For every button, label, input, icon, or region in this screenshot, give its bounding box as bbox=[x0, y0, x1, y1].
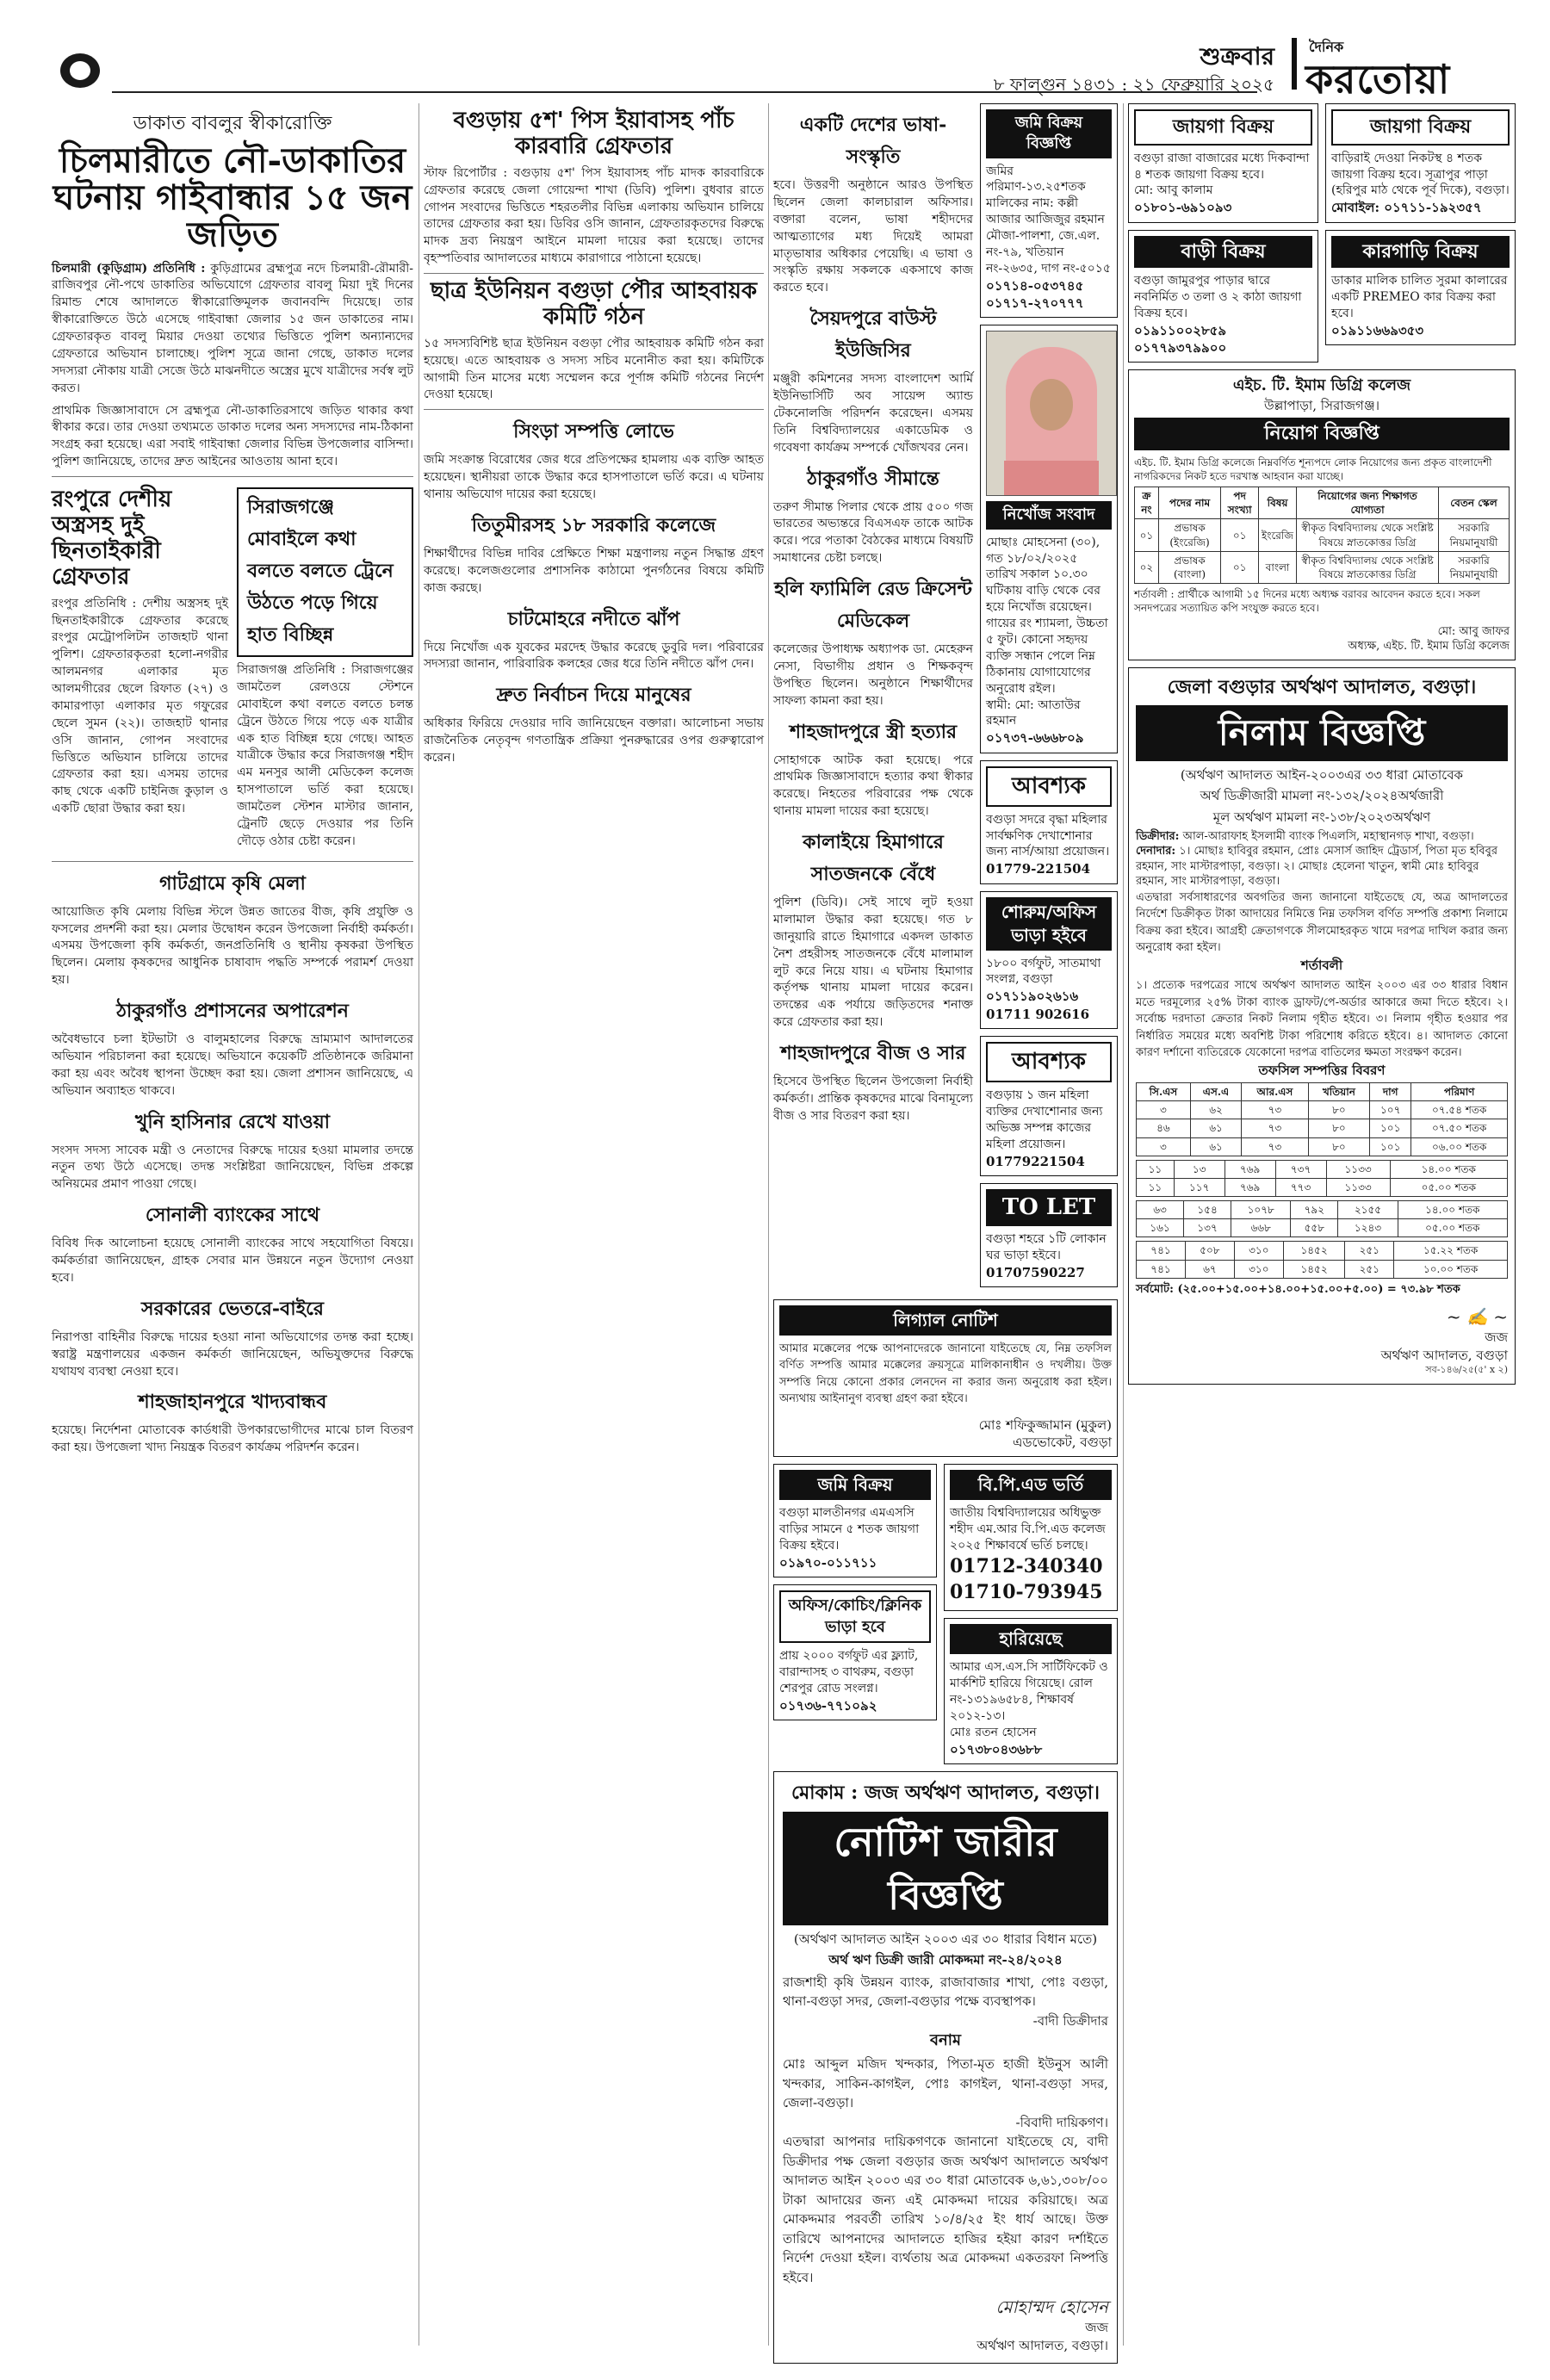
court-defendant: মোঃ আব্দুল মজিদ খন্দকার, পিতা-মৃত হাজী ইউনুস আলী খন্দকার, সাকিন-কাগইল, পোঃ কাগইল, থানা-বগুড়া সদর, জেলা-বগুড়া। bbox=[783, 2056, 1108, 2111]
col3-news bbox=[773, 103, 973, 1294]
table-header: আর.এস bbox=[1242, 1082, 1309, 1100]
ad-line: বগুড়া মালতীনগর এমএসসি বাড়ির সামনে ৫ শতক জায়গা বিক্রয় হইবে। bbox=[779, 1506, 920, 1553]
ad-missing bbox=[980, 325, 1118, 753]
story-body: মঞ্জুরী কমিশনের সদস্য বাংলাদেশ আর্মি ইউনিভার্সিটি অব সায়েন্স অ্যান্ড টেকনোলজি পরিদর্শন করেছেন। এসময় তিনি বিশ্ববিদ্যালয়ের একাডেমিক ও গবেষণা কার্যক্রম সম্পর্কে খোঁজখবর নেন। bbox=[773, 372, 973, 455]
col3-ads bbox=[980, 103, 1118, 1294]
table-cell: ০৫.০০ শতক bbox=[1398, 1219, 1507, 1237]
table-header: বিষয় bbox=[1259, 487, 1297, 519]
ad-phone: মোবাইল: ০১৭১১-১৯২৩৫৭ bbox=[1331, 200, 1482, 216]
story-body: রংপুর প্রতিনিধি : দেশীয় অস্ত্রসহ দুই ছিনতাইকারীকে গ্রেফতার করেছে রংপুর মেট্রোপলিটন তাজহাট থানা পুলিশ। গ্রেফতারকৃতরা হলো-নগরীর আলমনগর এলাকার মৃত আলমগীরের ছেলে রিফাত (২৭) ও কামারপাড়া এলাকার মৃত গফুরের ছেলে সুমন (২২)। তাজহাট থানার ওসি জানান, গোপন সংবাদের ভিত্তিতে অভিযান চালিয়ে তাদের গ্রেফতার করা হয়। এসময় তাদের কাছ থেকে একটি চাইনিজ কুড়াল ও একটি ছোরা উদ্ধার করা হয়। bbox=[52, 596, 228, 816]
ad-line: বগুড়ায় ১ জন মহিলা ব্যক্তির দেখাশোনার জন্য অভিজ্ঞ সম্পন্ন কাজের মহিলা প্রয়োজন। bbox=[986, 1088, 1103, 1151]
table-cell: ৮০ bbox=[1308, 1101, 1369, 1119]
label: ডিক্রীদার: bbox=[1136, 829, 1180, 843]
brand-small: দৈনিক bbox=[1309, 39, 1344, 55]
story-headline: দ্রুত নির্বাচন দিয়ে মানুষের bbox=[496, 684, 691, 707]
table-cell: ১০১ bbox=[1370, 1137, 1411, 1156]
table-cell: ৭৬৯ bbox=[1224, 1178, 1275, 1196]
table-row bbox=[1135, 551, 1510, 583]
recruitment-table bbox=[1134, 487, 1510, 584]
ad-line: জাতীয় বিশ্ববিদ্যালয়ের অধিভুক্ত শহীদ এম.আর বি.পি.এড কলেজ ২০২৫ শিক্ষাবর্ষে ভর্তি চলছে। bbox=[950, 1506, 1106, 1553]
col3-mid-ads bbox=[773, 1464, 1118, 1771]
table-cell: ২৫১ bbox=[1345, 1242, 1394, 1260]
story-body: দিয়ে নিখোঁজ এক যুবকের মরদেহ উদ্ধার করেছে ডুবুরি দল। পরিবারের সদস্যরা জানান, পারিবারিক কলহের জের ধরে তিনি নদীতে ঝাঁপ দেন। bbox=[424, 640, 764, 672]
ad-line: বগুড়া রাজা বাজারের মধ্যে দিকবান্দা ৪ শতক জায়গা বিক্রয় হবে। bbox=[1134, 151, 1310, 182]
court-notice-title: নোটিশ জারীর বিজ্ঞপ্তি bbox=[783, 1812, 1108, 1925]
signature-role: জজ bbox=[1485, 1329, 1508, 1346]
schedule-table-2 bbox=[1136, 1160, 1508, 1197]
story-headline: খুনি হাসিনার রেখে যাওয়া bbox=[134, 1110, 331, 1133]
story-body: বিবিধ দিক আলোচনা হয়েছে সোনালী ব্যাংকের সাথে সহযোগিতা বিষয়ে। কর্মকর্তারা জানিয়েছেন, গ্রাহক সেবার মান উন্নয়নে নতুন উদ্যোগ নেওয়া হবে। bbox=[52, 1236, 413, 1285]
value: ১। মোছাঃ হাবিবুর রহমান, প্রোঃ মেসার্স জাহিদ ট্রেডার্স, পিতা মৃত হবিবুর রহমান, সাং মাস্টারপাড়া, বগুড়া। ২। মোছাঃ হেলেনা খাতুন, স্বামী মোঃ হাবিবুর রহমান, সাং মাস্টারপাড়া, বগুড়া। bbox=[1136, 845, 1498, 889]
column-divider bbox=[418, 103, 419, 2346]
table-cell: ০২ bbox=[1135, 551, 1159, 583]
lead-paragraph-2: প্রাথমিক জিজ্ঞাসাবাদে সে ব্রহ্মপুত্র নৌ-ডাকাতিরসাথে জড়িত থাকার কথা স্বীকার করে। তার দেওয়া তথ্যমতে ডাকাত দলের অন্য সদস্যদের নাম-ঠিকানা সংগ্রহ করা হয়েছে। এরা সবাই গাইবান্ধা জেলার বিভিন্ন উপজেলার বাসিন্দা। পুলিশ জানিয়েছে, তাদের দ্রুত আইনের আওতায় আনা হবে। bbox=[52, 403, 413, 469]
signature-role: অধ্যক্ষ, এইচ. টি. ইমাম ডিগ্রি কলেজ bbox=[1348, 640, 1510, 654]
court-plaintiff: রাজশাহী কৃষি উন্নয়ন ব্যাংক, রাজাবাজার শাখা, পোঃ বগুড়া, থানা-বগুড়া সদর, জেলা-বগুড়ার পক্ষে ব্যবস্থাপক। bbox=[783, 1974, 1108, 2010]
ad-line: বগুড়া শহরে ১টি লোকান ঘর ভাড়া হইবে। bbox=[986, 1231, 1107, 1262]
ad-line: মোঃ রতন হোসেন bbox=[950, 1726, 1037, 1739]
table-cell: ২১৫৫ bbox=[1338, 1201, 1398, 1219]
table-header: ক্র নং bbox=[1135, 487, 1159, 519]
lead-paragraph-1: কুড়িগ্রামের ব্রহ্মপুত্র নদে চিলমারী-রৌমারী-রাজিবপুর নৌ-পথে ডাকাতির অভিযোগে গ্রেফতার বাবলু মিয়া দুই দিনের রিমান্ড শেষে আদালতে স্বীকারোক্তিমূলক জবানবন্দি দিয়েছে। তার স্বীকারোক্তিতে উঠে এসেছে গাইবান্ধা জেলার ১৫ জন ডাকাতের নাম। গ্রেফতারকৃত বাবলু মিয়ার দেওয়া তথ্যের ভিত্তিতে পুলিশ অন্যান্যদের গ্রেফতারে অভিযান চালাচ্ছে। পুলিশ সূত্রে জানা গেছে, ডাকাত দলের সদস্যরা নৌকায় যাত্রী সেজে উঠে মাঝনদীতে অস্ত্রের মুখে যাত্রীদের সর্বস্ব লুট করত। bbox=[52, 261, 413, 395]
table-header: খতিয়ান bbox=[1308, 1082, 1369, 1100]
ad-line: বাড়িরাই দেওয়া নিকটস্থ ৪ শতক জায়গা বিক্রয় হবে। সূত্রাপুর পাড়া (হরিপুর মাঠ থেকে পূর্ব দিকে), বগুড়া। bbox=[1331, 151, 1510, 198]
table-cell: ৮০ bbox=[1308, 1119, 1369, 1137]
ad-phone: ০১৭১৪-০৫৩৭৪৫ bbox=[986, 277, 1084, 294]
story-body: সোহাগকে আটক করা হয়েছে। পরে প্রাথমিক জিজ্ঞাসাবাদে হত্যার কথা স্বীকার করেছে। নিহতের পরিবারের পক্ষ থেকে থানায় মামলা দায়ের করা হয়েছে। bbox=[773, 753, 973, 819]
court-notice-head: মোকাম : জজ অর্থঋণ আদালত, বগুড়া। bbox=[791, 1782, 1100, 1805]
ad-line: স্বামী: মো: আতাউর রহমান bbox=[986, 697, 1081, 728]
table-cell: ১৬১ bbox=[1137, 1219, 1184, 1237]
table-cell: ১৪৫২ bbox=[1283, 1260, 1345, 1278]
court-plaintiff-role: -বাদী ডিক্রীদার bbox=[1032, 2012, 1108, 2029]
auction-notice bbox=[1128, 667, 1516, 1385]
ad-jomi-bikroy bbox=[980, 103, 1118, 318]
auction-schedule-title: তফসিল সম্পত্তির বিবরণ bbox=[1258, 1062, 1386, 1078]
ad-phone: ০১৭৩৮০৪৩৬৮৮ bbox=[950, 1741, 1043, 1757]
table-cell: স্বীকৃত বিশ্ববিদ্যালয় থেকে সংশ্লিষ্ট বিষয়ে স্নাতকোত্তর ডিগ্রি bbox=[1297, 551, 1439, 583]
story-headline: হলি ফ্যামিলি রেড ক্রিসেন্ট মেডিকেল bbox=[774, 578, 972, 632]
story-body: পুলিশ (ডিবি)। সেই সাথে লুট হওয়া মালামাল উদ্ধার করা হয়েছে। গত ৮ জানুয়ারি রাতে হিমাগারে একদল ডাকাত নৈশ প্রহরীসহ সাতজনকে বেঁধে মালামাল লুট করে নিয়ে যায়। এ ঘটনায় হিমাগার কর্তৃপক্ষ থানায় মামলা দায়ের করেন। তদন্তের এক পর্যায়ে জড়িতদের শনাক্ত করে গ্রেফতার করা হয়। bbox=[773, 896, 973, 1030]
table-cell: ৭৩ bbox=[1242, 1119, 1309, 1137]
page-logo-icon bbox=[60, 53, 100, 88]
table-cell: ৫৫৮ bbox=[1291, 1219, 1338, 1237]
table-cell: ৭৩৭ bbox=[1275, 1160, 1326, 1178]
court-notice bbox=[773, 1771, 1118, 2364]
table-row bbox=[1137, 1119, 1508, 1137]
auction-decree bbox=[1136, 829, 1508, 845]
divider bbox=[424, 409, 764, 410]
divider bbox=[52, 861, 413, 862]
ad-line: জমির পরিমাণ-১৩.২৫শতক bbox=[986, 164, 1086, 195]
story-body: নিরাপত্তা বাহিনীর বিরুদ্ধে দায়ের হওয়া নানা অভিযোগের তদন্ত করা হচ্ছে। স্বরাষ্ট্র মন্ত্রণালয়ের একজন কর্মকর্তা জানিয়েছেন, অভিযুক্তদের বিরুদ্ধে যথাযথ ব্যবস্থা নেওয়া হবে। bbox=[52, 1329, 413, 1379]
ad-phone: ০১৭৩৭-৬৬৬৮০৯ bbox=[986, 730, 1084, 747]
ad-line: বগুড়া সদরে বৃদ্ধা মহিলার সার্বক্ষণিক দেখাশোনার জন্য নার্স/আয়া প্রয়োজন। bbox=[986, 812, 1110, 859]
legal-notice-signature bbox=[779, 1416, 1112, 1452]
story-headline: তিতুমীরসহ ১৮ সরকারি কলেজে bbox=[471, 513, 716, 536]
ad-office bbox=[773, 1584, 937, 1720]
ad-title: বি.পি.এড ভর্তি bbox=[950, 1470, 1112, 1500]
ad-title: শোরুম/অফিস ভাড়া হইবে bbox=[986, 897, 1112, 951]
ad-line: ডাকার মালিক চালিত সুরমা কালারের একটি PREMEO কার বিক্রয় করা হবে। bbox=[1331, 274, 1508, 321]
table-cell: ২৫১ bbox=[1345, 1260, 1394, 1278]
recruitment-intro: এইচ. টি. ইমাম ডিগ্রি কলেজে নিম্নবর্ণিত শূন্যপদে লোক নিয়োগের জন্য প্রকৃত বাংলাদেশী নাগরিকদের নিকট হতে দরখাস্ত আহবান করা যাচ্ছে। bbox=[1134, 456, 1492, 482]
auction-sub: মূল অর্থঋণ মামলা নং-১৩৮/২০২৩অর্থঋণ bbox=[1212, 809, 1431, 825]
story-headline: ঠাকুরগাঁও সীমান্তে bbox=[807, 467, 939, 490]
recruitment-signature bbox=[1134, 624, 1510, 654]
table-row bbox=[1137, 1178, 1508, 1196]
column-1 bbox=[52, 103, 413, 1462]
story-headline: ঠাকুরগাঁও প্রশাসনের অপারেশন bbox=[116, 1000, 349, 1023]
masthead bbox=[52, 34, 1516, 102]
ad-line: মোছাঃ মোহসেনা (৩০), গত ১৮/০২/২০২৫ তারিখ সকাল ১০.৩০ ঘটিকায় বাড়ি থেকে বের হয়ে নিখোঁজ রয়েছেন। গায়ের রং শ্যামলা, উচ্চতা ৫ ফুট। কোনো সহৃদয় ব্যক্তি সন্ধান পেলে নিম্ন ঠিকানায় যোগাযোগের অনুরোধ রইল। bbox=[986, 535, 1108, 696]
court-body: এতদ্বারা আপনার দায়িকগণকে জানানো যাইতেছে যে, বাদী ডিক্রীদার পক্ষ জেলা বগুড়ার জজ অর্থঋণ আদালতে অর্থঋণ আদালত আইন ২০০৩ এর ৩০ ধারা মোতাবেক ৬,৬১,৩০৮/০০ টাকা আদায়ের জন্য এই মোকদ্দমা দায়ের করিয়াছে। অত্র মোকদ্দমার পরবর্তী তারিখ ১০/৪/২৫ ইং ধার্য আছে। উক্ত তারিখে আপনাদের আদালতে হাজির হইয়া কারণ দর্শাইতে নির্দেশ দেওয়া হইল। ব্যর্থতায় অত্র মোকদ্দমা একতরফা নিষ্পত্তি হইবে। bbox=[783, 2134, 1108, 2285]
table-cell: ১০১ bbox=[1370, 1119, 1411, 1137]
ad-jayga-2 bbox=[1325, 103, 1516, 223]
story-headline: গাটগ্রামে কৃষি মেলা bbox=[159, 871, 306, 895]
court-signature bbox=[783, 2296, 1108, 2354]
signature-role: অর্থঋণ আদালত, বগুড়া bbox=[1380, 1347, 1508, 1363]
table-row bbox=[1137, 1101, 1508, 1119]
table-row bbox=[1137, 1137, 1508, 1156]
masthead-date: ৮ ফাল্গুন ১৪৩১ : ২১ ফেব্রুয়ারি ২০২৫ bbox=[993, 74, 1274, 95]
table-header-row bbox=[1135, 487, 1510, 519]
table-cell: ৬২ bbox=[1190, 1101, 1241, 1119]
table-cell: ১০৭৮ bbox=[1231, 1201, 1291, 1219]
story-rangpur bbox=[52, 482, 228, 856]
story-body: হিসেবে উপস্থিত ছিলেন উপজেলা নির্বাহী কর্মকর্তা। প্রান্তিক কৃষকদের মাঝে বিনামূল্যে বীজ ও সার বিতরণ করা হয়। bbox=[773, 1075, 973, 1123]
table-cell: ১৪.০০ শতক bbox=[1390, 1160, 1507, 1178]
story-body: হবে। উত্তরণী অনুষ্ঠানে আরও উপস্থিত ছিলেন জেলা কালচারাল অফিসার। বক্তারা বলেন, ভাষা শহীদদের আত্মত্যাগের মধ্য দিয়েই আমরা মাতৃভাষার অধিকার পেয়েছি। এ ভাষা ও সংস্কৃতি রক্ষায় সকলকে একসাথে কাজ করতে হবে। bbox=[773, 178, 973, 295]
col4-top-ads bbox=[1128, 103, 1516, 369]
table-cell: স্বীকৃত বিশ্ববিদ্যালয় থেকে সংশ্লিষ্ট বিষয়ে স্নাতকোত্তর ডিগ্রি bbox=[1297, 519, 1439, 551]
auction-court-head: জেলা বগুড়ার অর্থঋণ আদালত, বগুড়া। bbox=[1167, 675, 1477, 698]
table-cell: ৭৪১ bbox=[1137, 1242, 1186, 1260]
story-body: তরুণ সীমান্ত পিলার থেকে প্রায় ৫০০ গজ ভারতের অভ্যন্তরে বিএসএফ তাকে আটক করে। পরে পতাকা বৈঠকের মাধ্যমে বিষয়টি সমাধানের চেষ্টা চলছে। bbox=[773, 499, 973, 566]
ad-title: নিখোঁজ সংবাদ bbox=[986, 501, 1112, 529]
legal-notice bbox=[773, 1299, 1118, 1458]
story-headline: কালাইয়ে হিমাগারে সাতজনকে বেঁধে bbox=[803, 831, 944, 885]
story-body: সংসদ সদস্য সাবেক মন্ত্রী ও নেতাদের বিরুদ্ধে দায়ের হওয়া মামলার তদন্তে নতুন তথ্য উঠে এসেছে। তদন্ত সংশ্লিষ্টরা জানিয়েছেন, বিভিন্ন প্রকল্পে অনিয়মের প্রমাণ পাওয়া গেছে। bbox=[52, 1143, 413, 1192]
table-cell: ৭৩ bbox=[1242, 1101, 1309, 1119]
ad-phone: ০১৭৭৯৩৭৯৯০০ bbox=[1134, 340, 1227, 356]
brand-name: করতোয়া bbox=[1305, 56, 1451, 102]
photo-shape bbox=[1004, 461, 1099, 496]
table-cell: সরকারি নিয়মানুযায়ী bbox=[1438, 551, 1509, 583]
auction-sub: অর্থ ডিক্রীজারী মামলা নং-১৩২/২০২৪অর্থজারী bbox=[1200, 788, 1444, 804]
lead-byline: চিলমারী (কুড়িগ্রাম) প্রতিনিধি : bbox=[52, 261, 206, 276]
ad-bari bbox=[1128, 230, 1318, 363]
ad-title: জায়গা বিক্রয় bbox=[1331, 109, 1510, 146]
table-cell: ১১ bbox=[1137, 1160, 1175, 1178]
ad-phone: 01712-340340 bbox=[950, 1555, 1103, 1578]
table-cell: ১১৩৩ bbox=[1326, 1160, 1390, 1178]
ad-column bbox=[944, 1464, 1118, 1771]
ad-column bbox=[1325, 103, 1516, 369]
signature-role: অর্থঋণ আদালত, বগুড়া। bbox=[976, 2337, 1108, 2353]
table-header: নিয়োগের জন্য শিক্ষাগত যোগ্যতা bbox=[1297, 487, 1439, 519]
lead-article bbox=[52, 261, 413, 398]
table-cell: ১৪৫২ bbox=[1283, 1242, 1345, 1260]
table-cell: ১৪.০০ শতক bbox=[1398, 1201, 1507, 1219]
story-headline: সোনালী ব্যাংকের সাথে bbox=[145, 1204, 320, 1227]
table-cell: ১০৭ bbox=[1370, 1101, 1411, 1119]
ad-title: বাড়ী বিক্রয় bbox=[1134, 236, 1312, 269]
table-cell: ইংরেজি bbox=[1259, 519, 1297, 551]
ad-phone: ০১৭৩৬-৭৭১০৯২ bbox=[779, 1697, 877, 1714]
ad-phone: ০১৯১১৬৬৯৩৫৩ bbox=[1331, 322, 1424, 338]
ad-title: জমি বিক্রয় bbox=[779, 1470, 931, 1500]
signature-role: এডভোকেট, বগুড়া bbox=[1013, 1435, 1112, 1451]
story-body: শিক্ষার্থীদের বিভিন্ন দাবির প্রেক্ষিতে শিক্ষা মন্ত্রণালয় নতুন সিদ্ধান্ত গ্রহণ করেছে। কলেজগুলোর প্রশাসনিক কাঠামো পুনর্গঠনের বিষয়ে কমিটি কাজ করছে। bbox=[424, 546, 764, 595]
table-cell: ১৫৪ bbox=[1184, 1201, 1231, 1219]
recruitment-conditions: শর্তাবলী : প্রার্থীকে আগামী ১৫ দিনের মধ্যে অধ্যক্ষ বরাবর আবেদন করতে হবে। সকল সনদপত্রের সত্যায়িত কপি সংযুক্ত করতে হবে। bbox=[1134, 588, 1480, 615]
table-row bbox=[1137, 1201, 1508, 1219]
schedule-table-4 bbox=[1136, 1241, 1508, 1278]
table-cell: ০৭.৫০ শতক bbox=[1411, 1119, 1508, 1137]
story-headline: শাহজাদপুরে স্ত্রী হত্যার bbox=[789, 720, 958, 743]
ad-jayga-1 bbox=[1128, 103, 1318, 223]
brand-bar bbox=[1292, 38, 1297, 90]
table-cell: ১০.০০ শতক bbox=[1394, 1260, 1508, 1278]
column-3 bbox=[773, 103, 1118, 2371]
ad-code: সব-১৪৬/২৫(৫' x ২) bbox=[1425, 1363, 1508, 1375]
signature-name: মোঃ শফিকুজ্জামান (মুকুল) bbox=[978, 1416, 1112, 1433]
table-cell: ৩১০ bbox=[1234, 1242, 1283, 1260]
table-header-row bbox=[1137, 1082, 1508, 1100]
lead-kicker: ডাকাত বাবলুর স্বীকারোক্তি bbox=[133, 113, 332, 134]
ad-tolet bbox=[980, 1183, 1118, 1287]
ad-column bbox=[1128, 103, 1318, 369]
story-headline: বগুড়ায় ৫শ' পিস ইয়াবাসহ পাঁচ কারবারি গ্রেফতার bbox=[453, 108, 735, 159]
signature-name: মো: আবু জাফর bbox=[1437, 624, 1510, 638]
ad-phone: 01779-221504 bbox=[986, 861, 1091, 877]
story-headline: সৈয়দপুরে বাউস্ট ইউজিসির bbox=[809, 307, 937, 363]
story-headline: চাটমোহরে নদীতে ঝাঁপ bbox=[507, 607, 680, 630]
table-cell: ৩ bbox=[1137, 1137, 1191, 1156]
table-cell: ০১ bbox=[1135, 519, 1159, 551]
value: আল-আরাফাহ ইসলামী ব্যাংক পিএলসি, মহাস্থানগড় শাখা, বগুড়া। bbox=[1182, 829, 1474, 843]
ad-bped bbox=[944, 1464, 1118, 1611]
ad-title: TO LET bbox=[986, 1189, 1112, 1226]
ad-phone: ০১৭১৭-২৭০৭৭৭ bbox=[986, 295, 1084, 312]
table-header: বেতন স্কেল bbox=[1438, 487, 1509, 519]
table-row bbox=[1135, 519, 1510, 551]
ad-title: জায়গা বিক্রয় bbox=[1134, 109, 1312, 146]
ad-phone: 01710-793945 bbox=[950, 1580, 1103, 1603]
signature-role: জজ bbox=[1085, 2320, 1108, 2336]
ad-title: অফিস/কোচিং/ক্লিনিক ভাড়া হবে bbox=[779, 1590, 931, 1643]
ad-phone: ০১৭১১৯০২৬১৬ bbox=[986, 989, 1079, 1005]
table-cell: ১৫.২২ শতক bbox=[1394, 1242, 1508, 1260]
ad-phone: ০১৯১১০০২৮৫৯ bbox=[1134, 322, 1227, 338]
column-divider bbox=[768, 103, 769, 2346]
table-row bbox=[1137, 1160, 1508, 1178]
ad-line: মো: আবু কালাম bbox=[1134, 183, 1213, 198]
table-cell: ৫০৮ bbox=[1185, 1242, 1234, 1260]
auction-body: এতদ্বারা সর্বসাধারণের অবগতির জন্য জানানো যাইতেছে যে, অত্র আদালতের নির্দেশে ডিক্রীকৃত টাকা আদায়ের নিমিত্তে নিম্ন তফসিল বর্ণিত সম্পত্তি প্রকাশ্য নিলামে বিক্রয় করা হইবে। আগ্রহী ক্রেতাগণকে সীলমোহরকৃত খামে দরপত্র দাখিল করার জন্য অনুরোধ করা হইল। bbox=[1136, 890, 1508, 955]
court-notice-sub: (অর্থঋণ আদালত আইন ২০০৩ এর ৩০ ধারার বিধান মতে) bbox=[793, 1931, 1098, 1948]
ad-showroom bbox=[980, 891, 1118, 1029]
court-defendant-role: -বিবাদী দায়িকগণ। bbox=[1015, 2114, 1108, 2130]
table-header: সি.এস bbox=[1137, 1082, 1191, 1100]
auction-sub: (অর্থঋণ আদালত আইন-২০০৩এর ৩৩ ধারা মোতাবেক bbox=[1180, 767, 1464, 784]
ad-line: প্রায় ২০০০ বর্গফুট এর ফ্ল্যাট, বারান্দাসহ ৩ বাথরুম, বগুড়া শেরপুর রোড সংলগ্ন। bbox=[779, 1648, 919, 1695]
table-cell: ৭৪১ bbox=[1137, 1260, 1186, 1278]
lead-headline: চিলমারীতে নৌ-ডাকাতির ঘটনায় গাইবান্ধার ১৫ জন জড়িত bbox=[53, 140, 412, 256]
signature-name: মোহাম্মদ হোসেন bbox=[995, 2296, 1108, 2318]
schedule-table-3 bbox=[1136, 1200, 1508, 1237]
table-cell: ৬৬৮ bbox=[1231, 1219, 1291, 1237]
story-sirajganj bbox=[237, 482, 413, 856]
ad-phone: 01779221504 bbox=[986, 1153, 1085, 1169]
story-headline: সিরাজগঞ্জে মোবাইলে কথা বলতে বলতে ট্রেনে উঠতে পড়ে গিয়ে হাত বিচ্ছিন্ন bbox=[237, 487, 413, 657]
auction-title: নিলাম বিজ্ঞপ্তি bbox=[1136, 705, 1508, 761]
story-body: সিরাজগঞ্জ প্রতিনিধি : সিরাজগঞ্জের জামতৈল রেলওয়ে স্টেশনে মোবাইলে কথা বলতে বলতে চলন্ত ট্রেনে উঠতে গিয়ে পড়ে এক যাত্রীর এক হাত বিচ্ছিন্ন হয়ে গেছে। আহত যাত্রীকে উদ্ধার করে সিরাজগঞ্জ শহীদ এম মনসুর আলী মেডিকেল কলেজ হাসপাতালে ভর্তি করা হয়েছে। জামতৈল স্টেশন মাস্টার জানান, ট্রেনটি ছেড়ে দেওয়ার পর তিনি দৌড়ে ওঠার চেষ্টা করেন। bbox=[237, 663, 413, 848]
story-headline: একটি দেশের ভাষা-সংস্কৃতি bbox=[799, 114, 947, 168]
ad-column bbox=[773, 1464, 937, 1771]
table-cell: ৬১ bbox=[1190, 1137, 1241, 1156]
ad-line: আমার এস.এস.সি সার্টিফিকেট ও মার্কশিট হারিয়ে গিয়েছে। রোল নং-১৩১৯৬৫৮৪, শিক্ষাবর্ষ ২০১২-১৩। bbox=[950, 1660, 1108, 1724]
table-header: পরিমাণ bbox=[1411, 1082, 1508, 1100]
table-cell: ৬৩ bbox=[1137, 1201, 1184, 1219]
auction-signature bbox=[1136, 1305, 1508, 1364]
ad-phone: 01711 902616 bbox=[986, 1006, 1090, 1022]
recruitment-title: নিয়োগ বিজ্ঞপ্তি bbox=[1134, 418, 1510, 450]
ad-car bbox=[1325, 230, 1516, 346]
auction-total: সর্বমোট: (২৫.০০+১৫.০০+১৪.০০+১৫.০০+৫.০০) = ৭৩.৯৮ শতক bbox=[1136, 1282, 1460, 1296]
missing-person-photo bbox=[986, 331, 1117, 496]
table-header: পদ সংখ্যা bbox=[1221, 487, 1259, 519]
ad-title: হারিয়েছে bbox=[950, 1624, 1112, 1654]
table-header: এস.এ bbox=[1190, 1082, 1241, 1100]
column-4 bbox=[1128, 103, 1516, 1391]
table-cell: ৭৭৩ bbox=[1275, 1178, 1326, 1196]
column-2 bbox=[424, 103, 764, 772]
photo-shape bbox=[1030, 379, 1073, 431]
table-cell: ৮০ bbox=[1308, 1137, 1369, 1156]
recruitment-notice bbox=[1128, 369, 1516, 660]
story-body: হয়েছে। নির্দেশনা মোতাবেক কার্ডধারী উপকারভোগীদের মাঝে চাল বিতরণ করা হয়। উপজেলা খাদ্য নিয়ন্ত্রক বিতরণ কার্যক্রম পরিদর্শন করেন। bbox=[52, 1423, 413, 1455]
table-cell: ০১ bbox=[1221, 519, 1259, 551]
story-body: স্টাফ রিপোর্টার : বগুড়ায় ৫শ' পিস ইয়াবাসহ পাঁচ মাদক কারবারিকে গ্রেফতার করেছে জেলা গোয়েন্দা শাখা (ডিবি) পুলিশ। বুধবার রাতে গোপন সংবাদের ভিত্তিতে শহরতলীর বিভিন্ন এলাকায় অভিযান চালিয়ে তাদের গ্রেফতার করা হয়। ডিবির ওসি জানান, গ্রেফতারকৃতদের বিরুদ্ধে মাদক দ্রব্য নিয়ন্ত্রণ আইনে মামলা দায়ের করা হয়েছে। তাদের বৃহস্পতিবার আদালতের মাধ্যমে কারাগারে পাঠানো হয়েছে। bbox=[424, 165, 764, 266]
table-row bbox=[1137, 1260, 1508, 1278]
table-cell: প্রভাষক (ইংরেজি) bbox=[1158, 519, 1220, 551]
masthead-day: শুক্রবার bbox=[1200, 42, 1274, 71]
college-name: এইচ. টি. ইমাম ডিগ্রি কলেজ bbox=[1232, 376, 1411, 395]
ad-line: বগুড়া জামুরপুর পাড়ার দ্বারে নবনির্মিত ৩ তলা ও ২ কাঠা জায়গা বিক্রয় হবে। bbox=[1134, 274, 1302, 321]
story-headline: সরকারের ভেতরে-বাইরে bbox=[140, 1297, 324, 1320]
ad-phone: 01707590227 bbox=[986, 1264, 1085, 1280]
table-cell: ৪৬ bbox=[1137, 1119, 1191, 1137]
table-cell: ৩ bbox=[1137, 1101, 1191, 1119]
ad-title: কারগাড়ি বিক্রয় bbox=[1331, 236, 1510, 269]
table-cell: ১৩৭ bbox=[1184, 1219, 1231, 1237]
legal-notice-text: আমার মক্কেলের পক্ষে আপনাদেরকে জানানো যাইতেছে যে, নিম্ন তফসিল বর্ণিত সম্পত্তি আমার মক্কেলের ক্রয়সূত্রে মালিকানাধীন ও দখলীয়। উক্ত সম্পত্তি নিয়ে কোনো প্রকার লেনদেন না করার জন্য অনুরোধ করা হইল। অন্যথায় আইনানুগ ব্যবস্থা গ্রহণ করা হইবে। bbox=[779, 1342, 1112, 1406]
table-cell: বাংলা bbox=[1259, 551, 1297, 583]
court-notice-case: অর্থ ঋণ ডিক্রী জারী মোকদ্দমা নং-২৪/২০২৪ bbox=[828, 1952, 1063, 1968]
table-cell: সরকারি নিয়মানুযায়ী bbox=[1438, 519, 1509, 551]
story-headline: ছাত্র ইউনিয়ন বগুড়া পৌর আহবায়ক কমিটি গঠন bbox=[430, 278, 758, 330]
ad-line: মৌজা-পালশা, জে.এল. নং-৭৯, খতিয়ান নং-২৬৩৫, দাগ নং-৫০১৫ bbox=[986, 229, 1111, 276]
auction-debtors bbox=[1136, 844, 1508, 889]
table-cell: ১১ bbox=[1137, 1178, 1175, 1196]
col3-top bbox=[773, 103, 1118, 1294]
ad-jomi-2 bbox=[773, 1464, 937, 1577]
table-header: পদের নাম bbox=[1158, 487, 1220, 519]
table-cell: ০১ bbox=[1221, 551, 1259, 583]
table-cell: ১১৩৩ bbox=[1326, 1178, 1390, 1196]
signature-scrawl-icon: ~ ✍ ~ bbox=[1446, 1306, 1508, 1328]
table-cell: প্রভাষক (বাংলা) bbox=[1158, 551, 1220, 583]
table-cell: ০৫.০০ শতক bbox=[1390, 1178, 1507, 1196]
story-body: কলেজের উপাধ্যক্ষ অধ্যাপক ডা. মেহেরুন নেসা, বিভাগীয় প্রধান ও শিক্ষকবৃন্দ উপস্থিত ছিলেন। অনুষ্ঠানে শিক্ষার্থীদের সাফল্য কামনা করা হয়। bbox=[773, 642, 973, 708]
table-cell: ৬১ bbox=[1190, 1119, 1241, 1137]
ad-phone: ০১৯৭০-০১১৭১১ bbox=[779, 1555, 877, 1571]
story-body: ১৫ সদস্যবিশিষ্ট ছাত্র ইউনিয়ন বগুড়া পৌর আহবায়ক কমিটি গঠন করা হয়েছে। এতে আহবায়ক ও সদস্য সচিব মনোনীত করা হয়। কমিটিকে আগামী তিন মাসের মধ্যে সম্মেলন করে পূর্ণাঙ্গ কমিটি গঠনের নির্দেশ দেওয়া হয়েছে। bbox=[424, 336, 764, 402]
column-divider bbox=[1123, 103, 1124, 2346]
story-body: জমি সংক্রান্ত বিরোধের জের ধরে প্রতিপক্ষের হামলায় এক ব্যক্তি আহত হয়েছেন। স্থানীয়রা তাকে উদ্ধার করে হাসপাতালে ভর্তি করে। এ ঘটনায় থানায় অভিযোগ দায়ের করা হয়েছে। bbox=[424, 453, 764, 502]
story-headline: সিংড়া সম্পত্তি লোভে bbox=[513, 420, 674, 443]
story-headline: শাহজাদপুরে বীজ ও সার bbox=[780, 1042, 966, 1064]
label: দেনাদার: bbox=[1136, 845, 1176, 858]
divider bbox=[52, 476, 413, 477]
college-address: উল্লাপাড়া, সিরাজগঞ্জ। bbox=[1263, 397, 1380, 413]
ad-phone: ০১৮০১-৬৯১০৯৩ bbox=[1134, 200, 1232, 216]
ad-abosshok bbox=[980, 760, 1118, 884]
story-headline: রংপুরে দেশীয় অস্ত্রসহ দুই ছিনতাইকারী গ্রেফতার bbox=[52, 487, 172, 590]
table-row bbox=[1137, 1242, 1508, 1260]
table-cell: ১২৪৩ bbox=[1338, 1219, 1398, 1237]
table-cell: ৭৬৯ bbox=[1224, 1160, 1275, 1178]
story-pair bbox=[52, 482, 413, 856]
table-cell: ০৭.৫৪ শতক bbox=[1411, 1101, 1508, 1119]
table-cell: ৭৯২ bbox=[1291, 1201, 1338, 1219]
table-cell: ৭৩ bbox=[1242, 1137, 1309, 1156]
ad-line: মালিকের নাম: কল্লী আজার আজিজুর রহমান bbox=[986, 196, 1105, 227]
auction-conditions: ১। প্রত্যেক দরপত্রের সাথে অর্থঋণ আদালত আইন ২০০৩ এর ৩৩ ধারার বিধান মতে দরমূল্যের ২৫% টাকা ব্যাংক ড্রাফট/পে-অর্ডার আকারে জমা দিতে হইবে। ২। সর্বোচ্চ দরদাতা ক্রেতার নিকট নিলাম গৃহীত হইবে। ৩। নিলাম গৃহীত হওয়ার পর নির্ধারিত সময়ের মধ্যে অবশিষ্ট টাকা পরিশোধ করিতে হইবে। ৪। আদালত কোনো কারণ দর্শানো ব্যতিরেকে যেকোনো দরপত্র বাতিলের ক্ষমতা সংরক্ষণ করেন। bbox=[1136, 979, 1508, 1060]
ad-title: লিগ্যাল নোটিশ bbox=[779, 1305, 1112, 1336]
table-cell: ১৩ bbox=[1174, 1160, 1224, 1178]
table-cell: ০৬.০০ শতক bbox=[1411, 1137, 1508, 1156]
court-vs: বনাম bbox=[930, 2031, 961, 2050]
ad-abosshok-2 bbox=[980, 1036, 1118, 1176]
table-cell: ৬৭ bbox=[1185, 1260, 1234, 1278]
story-body: আয়োজিত কৃষি মেলায় বিভিন্ন স্টলে উন্নত জাতের বীজ, কৃষি প্রযুক্তি ও ফসলের প্রদর্শনী করা হয়। মেলার উদ্বোধন করেন উপজেলা নির্বাহী কর্মকর্তা। এসময় উপজেলা কৃষি কর্মকর্তা, জনপ্রতিনিধি ও স্থানীয় কৃষকরা উপস্থিত ছিলেন। মেলায় কৃষকদের আধুনিক চাষাবাদ পদ্ধতি সম্পর্কে পরামর্শ দেওয়া হয়। bbox=[52, 904, 413, 988]
story-body: অবৈধভাবে চলা ইটভাটা ও বালুমহালের বিরুদ্ধে ভ্রাম্যমাণ আদালতের অভিযান পরিচালনা করা হয়েছে। অভিযানে কয়েকটি প্রতিষ্ঠানকে জরিমানা করা হয় এবং অবৈধ স্থাপনা উচ্ছেদ করা হয়। জেলা প্রশাসন জানিয়েছে, এ অভিযান অব্যাহত থাকবে। bbox=[52, 1032, 413, 1098]
ad-line: ১৮০০ বর্গফুট, সাতমাথা সংলগ্ন, বগুড়া bbox=[986, 956, 1101, 987]
table-header: দাগ bbox=[1370, 1082, 1411, 1100]
ad-title: আবশ্যক bbox=[986, 766, 1112, 807]
schedule-table-1 bbox=[1136, 1082, 1508, 1156]
table-cell: ১১৭ bbox=[1174, 1178, 1224, 1196]
ad-title: আবশ্যক bbox=[986, 1042, 1112, 1082]
ad-title: জমি বিক্রয় বিজ্ঞপ্তি bbox=[986, 109, 1112, 158]
ad-harano bbox=[944, 1618, 1118, 1764]
story-headline: শাহজাহানপুরে খাদ্যবান্ধব bbox=[138, 1391, 327, 1414]
divider bbox=[424, 273, 764, 274]
table-cell: ৩১০ bbox=[1234, 1260, 1283, 1278]
masthead-brand bbox=[1292, 34, 1516, 102]
story-body: অধিকার ফিরিয়ে দেওয়ার দাবি জানিয়েছেন বক্তারা। আলোচনা সভায় রাজনৈতিক নেতৃবৃন্দ গণতান্ত্রিক প্রক্রিয়া পুনরুদ্ধারের ওপর গুরুত্বারোপ করেন। bbox=[424, 716, 764, 765]
auction-conditions-title: শর্তাবলী bbox=[1300, 957, 1343, 973]
table-row bbox=[1137, 1219, 1508, 1237]
